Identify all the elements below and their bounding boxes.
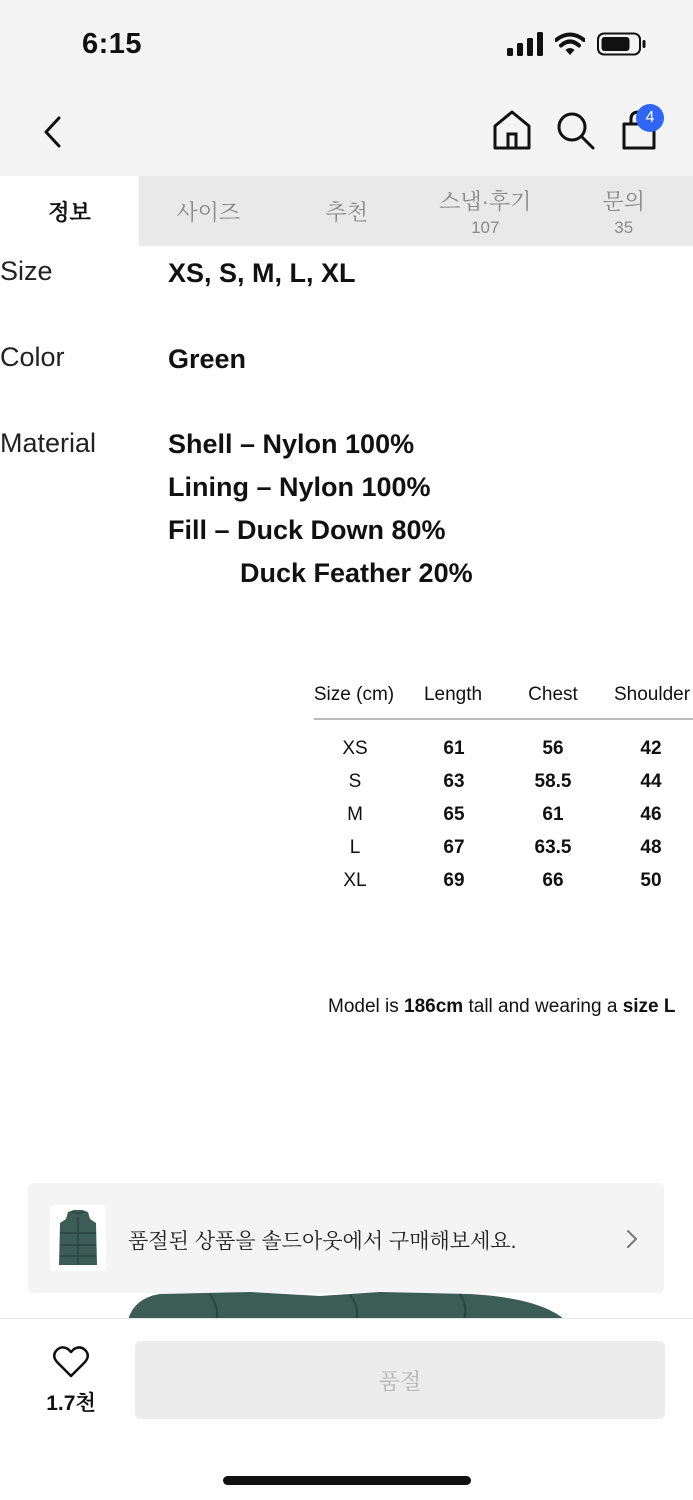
color-value: Green <box>168 344 247 374</box>
length-cell: 69 <box>443 869 465 891</box>
puffer-vest-image <box>50 1205 106 1271</box>
size-cell: XL <box>343 869 367 891</box>
product-image-peek <box>120 1292 570 1320</box>
model-note-text: tall and wearing a <box>463 996 623 1017</box>
home-button[interactable] <box>490 108 534 152</box>
column-header: Size (cm) <box>313 684 395 705</box>
tab-snap-review[interactable] <box>416 176 555 246</box>
battery-icon <box>597 32 647 56</box>
length-cell: 67 <box>443 836 465 858</box>
size-label: Size <box>0 256 53 286</box>
table-row <box>314 831 693 864</box>
shoulder-cell: 50 <box>640 869 662 891</box>
table-row <box>314 798 693 831</box>
search-button[interactable] <box>553 108 597 152</box>
table-row <box>314 732 693 765</box>
bottom-action-bar <box>0 1318 693 1500</box>
material-line: Lining – Nylon 100% <box>168 472 431 502</box>
chest-cell: 63.5 <box>534 836 572 858</box>
size-cell: L <box>349 836 361 858</box>
soldout-banner[interactable] <box>28 1183 664 1293</box>
size-table-header <box>314 684 693 720</box>
like-count: 1.7천 <box>46 1392 96 1415</box>
product-tabs <box>0 176 693 246</box>
heart-icon[interactable] <box>52 1345 90 1379</box>
cart-count-badge: 4 <box>636 104 664 132</box>
column-header: Length <box>423 684 483 705</box>
material-line: Fill – Duck Down 80% <box>168 515 446 545</box>
back-button[interactable] <box>30 110 74 154</box>
material-line: Duck Feather 20% <box>240 558 473 588</box>
signal-icon <box>507 32 543 56</box>
chevron-left-icon <box>41 115 63 149</box>
tab-label: 문의 <box>602 188 645 214</box>
soldout-button: 품절 <box>135 1341 665 1419</box>
chest-cell: 61 <box>542 803 564 825</box>
table-row <box>314 765 693 798</box>
soldout-banner-text: 품절된 상품을 솔드아웃에서 구매해보세요. <box>128 1230 517 1253</box>
search-icon <box>553 108 597 152</box>
size-cell: XS <box>342 737 368 759</box>
tab-label: 정보 <box>48 199 91 225</box>
tab-count: 107 <box>471 217 500 237</box>
tab-label: 스냅·후기 <box>439 188 532 214</box>
home-icon <box>490 108 534 152</box>
shoulder-cell: 48 <box>640 836 662 858</box>
nav-bar <box>0 92 693 176</box>
column-header: Chest <box>528 684 578 705</box>
chevron-right-icon <box>620 1225 644 1253</box>
tab-inquiry[interactable] <box>555 176 693 246</box>
length-cell: 63 <box>443 770 465 792</box>
model-note-text: Model is <box>328 996 405 1017</box>
chest-cell: 58.5 <box>534 770 572 792</box>
shoulder-cell: 42 <box>640 737 662 759</box>
home-indicator <box>223 1476 471 1485</box>
wifi-icon <box>555 32 585 56</box>
table-row <box>314 864 693 897</box>
tab-label: 추천 <box>325 199 368 225</box>
product-thumbnail <box>50 1205 106 1271</box>
model-size: size L <box>622 996 676 1017</box>
tab-info[interactable] <box>0 176 139 246</box>
length-cell: 61 <box>443 737 465 759</box>
shoulder-cell: 46 <box>640 803 662 825</box>
size-cell: S <box>348 770 362 792</box>
shoulder-cell: 44 <box>640 770 662 792</box>
model-fit-note <box>328 996 676 1018</box>
size-value: XS, S, M, L, XL <box>168 258 356 288</box>
column-header: Shoulder <box>613 684 691 705</box>
size-chart-table <box>314 684 693 897</box>
color-label: Color <box>0 342 65 372</box>
model-height: 186cm <box>404 996 464 1017</box>
chest-cell: 66 <box>542 869 564 891</box>
material-label: Material <box>0 428 97 458</box>
status-bar <box>0 0 693 92</box>
tab-label: 사이즈 <box>176 199 241 225</box>
status-icons <box>507 32 647 56</box>
chest-cell: 56 <box>542 737 564 759</box>
tab-recommend[interactable] <box>278 176 417 246</box>
material-line: Shell – Nylon 100% <box>168 429 415 459</box>
status-time: 6:15 <box>82 28 143 60</box>
tab-size[interactable] <box>139 176 278 246</box>
tab-count: 35 <box>614 217 634 237</box>
size-cell: M <box>347 803 363 825</box>
length-cell: 65 <box>443 803 465 825</box>
